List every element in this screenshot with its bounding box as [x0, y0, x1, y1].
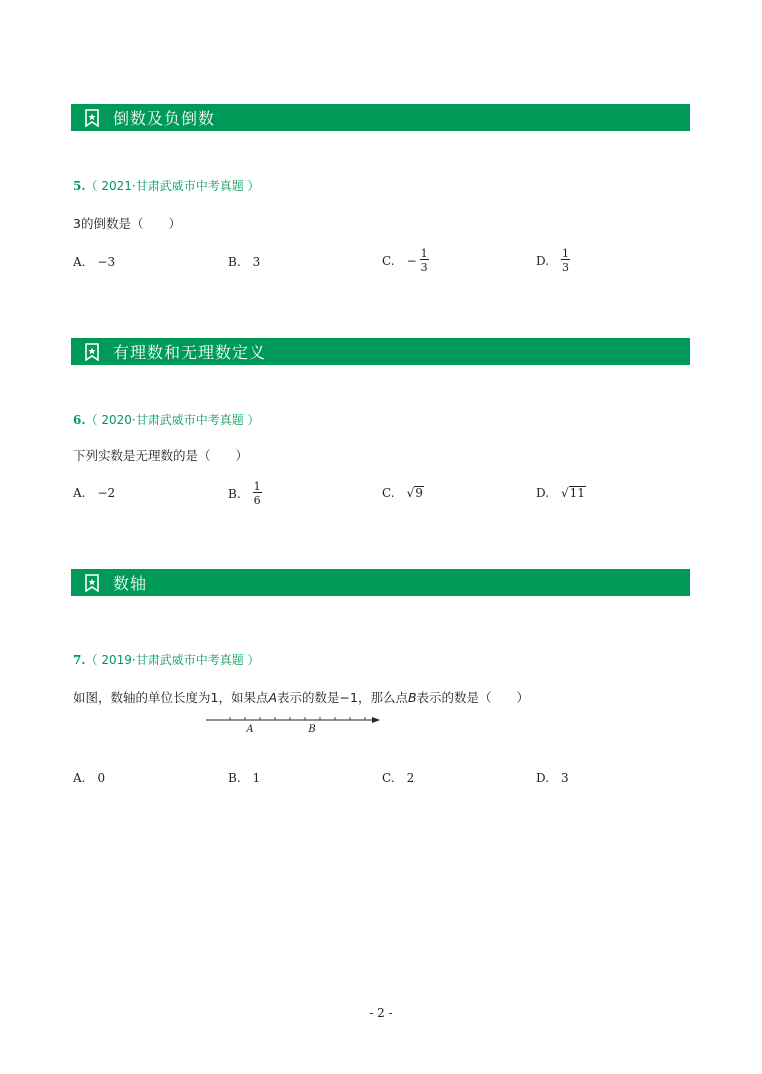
option-value: −2 [97, 486, 116, 500]
question-source: （ 2020·甘肃武威市中考真题 ） [85, 413, 260, 427]
section-title: 有理数和无理数定义 [113, 343, 267, 362]
page-number: - 2 - [369, 1006, 393, 1020]
question-number: 7. [73, 653, 86, 667]
option-value: 3 [561, 771, 569, 785]
option-value: 2 [406, 771, 415, 785]
bookmark-star-icon [83, 109, 101, 127]
radical-sign-icon: √ [406, 486, 415, 501]
bookmark-star-icon [83, 343, 101, 361]
section-title: 数轴 [113, 574, 148, 593]
section-header [71, 104, 690, 131]
option-value: −3 [97, 255, 116, 269]
option-d: D. √ 11 [536, 486, 585, 501]
option-c: C. √ 9 [382, 486, 423, 501]
option-value: 3 [252, 255, 261, 269]
option-a: A. −2 [73, 486, 116, 500]
section-title: 倒数及负倒数 [113, 109, 216, 128]
fraction: $\frac{1}{3}$ [420, 247, 428, 274]
question-stem: 下列实数是无理数的是（ ） [73, 448, 249, 463]
question-number: 6. [73, 413, 86, 427]
option-d: D. 3 [536, 771, 569, 785]
question-stem: 3的倒数是（ ） [73, 216, 181, 231]
option-c: C. 2 [382, 771, 415, 785]
option-a: A. 0 [73, 771, 106, 785]
question-number: 5. [73, 179, 86, 193]
question-header [73, 411, 260, 428]
option-b: B. $\frac{1}{6}$ [228, 480, 261, 507]
option-value: 1 [252, 771, 261, 785]
question-source: （ 2021·甘肃武威市中考真题 ） [85, 179, 260, 193]
minus-sign: − [406, 253, 417, 268]
square-root: √ 9 [406, 486, 423, 501]
question-header [73, 651, 260, 668]
question-header [73, 177, 260, 194]
question-source: （ 2019·甘肃武威市中考真题 ） [85, 653, 260, 667]
option-d: D. $\frac{1}{3}$ [536, 247, 570, 274]
point-a-label: A [246, 724, 254, 735]
fraction: $\frac{1}{6}$ [253, 480, 261, 507]
question-stem: 如图，数轴的单位长度为1，如果点A表示的数是−1，那么点B表示的数是（ ） [73, 690, 530, 705]
section-header [71, 569, 690, 596]
point-b-label: B [308, 724, 316, 735]
section-header [71, 338, 690, 365]
option-value: 0 [97, 771, 106, 785]
option-a: A. −3 [73, 255, 116, 269]
square-root: √ 11 [561, 486, 585, 501]
option-c: C. − $\frac{1}{3}$ [382, 247, 428, 274]
radical-sign-icon: √ [561, 486, 569, 501]
option-b: B. 1 [228, 771, 261, 785]
bookmark-star-icon [83, 574, 101, 592]
arrow-head-icon [372, 717, 380, 723]
option-b: B. 3 [228, 255, 261, 269]
number-line-figure [200, 710, 390, 736]
fraction: $\frac{1}{3}$ [562, 247, 570, 274]
